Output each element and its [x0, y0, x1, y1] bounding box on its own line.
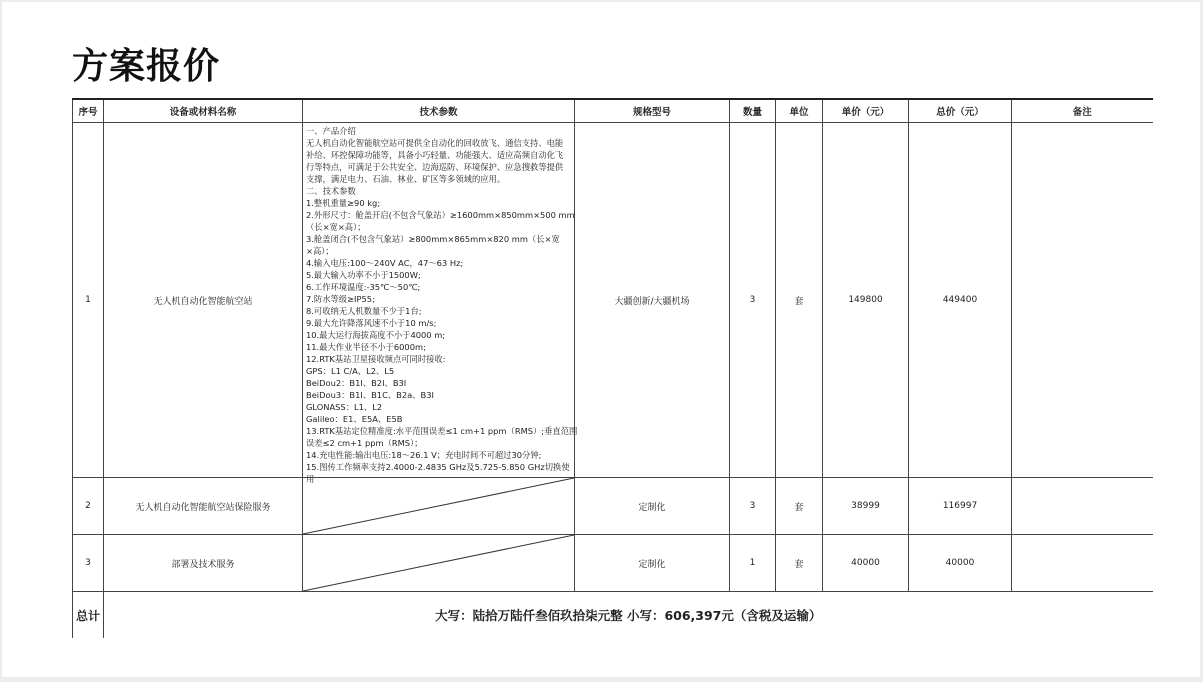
row-model: 大疆创新/大疆机场 — [575, 123, 730, 478]
slide — [2, 2, 1200, 677]
header-note: 备注 — [1012, 99, 1153, 123]
row-no: 2 — [73, 478, 104, 535]
row-unit: 套 — [776, 535, 823, 592]
spec-line: 2.外形尺寸：舱盖开启(不包含气象站）≥1600mm×850mm×500 mm — [306, 210, 575, 220]
row-unit: 套 — [776, 478, 823, 535]
row-name: 部署及技术服务 — [104, 535, 303, 592]
spec-line: GLONASS：L1、L2 — [306, 402, 383, 412]
spec-line: 行等特点，可满足于公共安全、边海巡防、环境保护、应急搜救等提供 — [306, 162, 564, 172]
spec-line: BeiDou3：B1I、B1C、B2a、B3I — [306, 390, 434, 400]
row-no: 1 — [73, 123, 104, 478]
total-label: 总计 — [73, 592, 104, 639]
spec-line: 支撑，满足电力、石油、林业、矿区等多领域的应用。 — [306, 174, 506, 184]
spec-line: ×高）； — [306, 246, 334, 256]
row-total: 40000 — [909, 535, 1012, 592]
row-qty: 3 — [730, 123, 776, 478]
header-row — [73, 99, 1153, 123]
diagonal-slash — [303, 478, 574, 534]
row-name: 无人机自动化智能航空站 — [104, 123, 303, 478]
row-spec — [303, 123, 578, 484]
row-model: 定制化 — [575, 535, 730, 592]
spec-line: 7.防水等级≥IP55; — [306, 294, 375, 304]
spec-line: 误差≤2 cm+1 ppm（RMS）； — [306, 438, 423, 448]
header-no: 序号 — [73, 99, 104, 123]
row-note — [1012, 478, 1153, 535]
spec-line: 9.最大允许降落风速不小于10 m/s; — [306, 318, 437, 328]
spec-line: 无人机自动化智能航空站可提供全自动化的回收放飞、通信支持、电能 — [306, 138, 564, 148]
table-row — [73, 478, 1153, 535]
header-model: 规格型号 — [575, 99, 730, 123]
row-note — [1012, 535, 1153, 592]
spec-line: 补给、环控保障功能等，具备小巧轻量、功能强大、适应高频自动化飞 — [306, 150, 564, 160]
spec-line: 8.可收纳无人机数量不少于1台; — [306, 306, 422, 316]
spec-line: 3.舱盖闭合(不包含气象站）≥800mm×865mm×820 mm（长×宽 — [306, 234, 560, 244]
row-no: 3 — [73, 535, 104, 592]
row-spec-empty — [303, 535, 575, 592]
spec-text-block — [306, 125, 578, 484]
row-unit: 套 — [776, 123, 823, 478]
spec-line: 13.RTK基站定位精准度:水平范围误差≤1 cm+1 ppm（RMS）;垂直范围 — [306, 426, 578, 436]
spec-line: 5.最大输入功率不小于1500W; — [306, 270, 421, 280]
row-unit-price: 40000 — [823, 535, 909, 592]
total-row — [73, 592, 1153, 639]
row-spec-empty — [303, 478, 575, 535]
total-amount-text: 大写：陆拾万陆仟叁佰玖拾柒元整 小写：606,397元（含税及运输） — [104, 592, 1153, 639]
row-qty: 3 — [730, 478, 776, 535]
row-total: 449400 — [909, 123, 1012, 478]
table-row — [73, 535, 1153, 592]
spec-line: BeiDou2：B1I、B2I、B3I — [306, 378, 407, 388]
header-qty: 数量 — [730, 99, 776, 123]
row-unit-price: 38999 — [823, 478, 909, 535]
table-row — [73, 123, 1153, 478]
page-title: 方案报价 — [72, 46, 221, 87]
spec-line: 用 — [306, 474, 315, 484]
header-unit-price: 单价（元） — [823, 99, 909, 123]
spec-line: 一、产品介绍 — [306, 126, 356, 136]
spec-line: Galileo：E1、E5A、E5B — [306, 414, 403, 424]
header-spec: 技术参数 — [303, 99, 575, 123]
spec-line: 10.最大运行海拔高度不小于4000 m; — [306, 330, 446, 340]
row-total: 116997 — [909, 478, 1012, 535]
header-unit: 单位 — [776, 99, 823, 123]
header-name: 设备或材料名称 — [104, 99, 303, 123]
row-qty: 1 — [730, 535, 776, 592]
row-model: 定制化 — [575, 478, 730, 535]
row-name: 无人机自动化智能航空站保险服务 — [104, 478, 303, 535]
header-total: 总价（元） — [909, 99, 1012, 123]
row-note — [1012, 123, 1153, 478]
spec-line: 12.RTK基站卫星接收频点可同时接收: — [306, 354, 446, 364]
spec-line: 14.充电性能:输出电压:18～26.1 V；充电时间不可超过30分钟; — [306, 450, 542, 460]
diagonal-slash — [303, 535, 574, 591]
spec-line: （长×宽×高）； — [306, 222, 366, 232]
spec-line: 二、技术参数 — [306, 186, 356, 196]
spec-line: 1.整机重量≥90 kg; — [306, 198, 381, 208]
row-unit-price: 149800 — [823, 123, 909, 478]
spec-line: GPS：L1 C/A、L2、L5 — [306, 366, 395, 376]
spec-line: 6.工作环境温度:-35℃～50℃; — [306, 282, 421, 292]
spec-line: 4.输入电压:100～240V AC，47～63 Hz; — [306, 258, 464, 268]
spec-line: 15.图传工作频率支持2.4000-2.4835 GHz及5.725-5.850 GHz切换使 — [306, 462, 570, 472]
spec-line: 11.最大作业半径不小于6000m; — [306, 342, 426, 352]
quotation-table — [72, 98, 1153, 638]
